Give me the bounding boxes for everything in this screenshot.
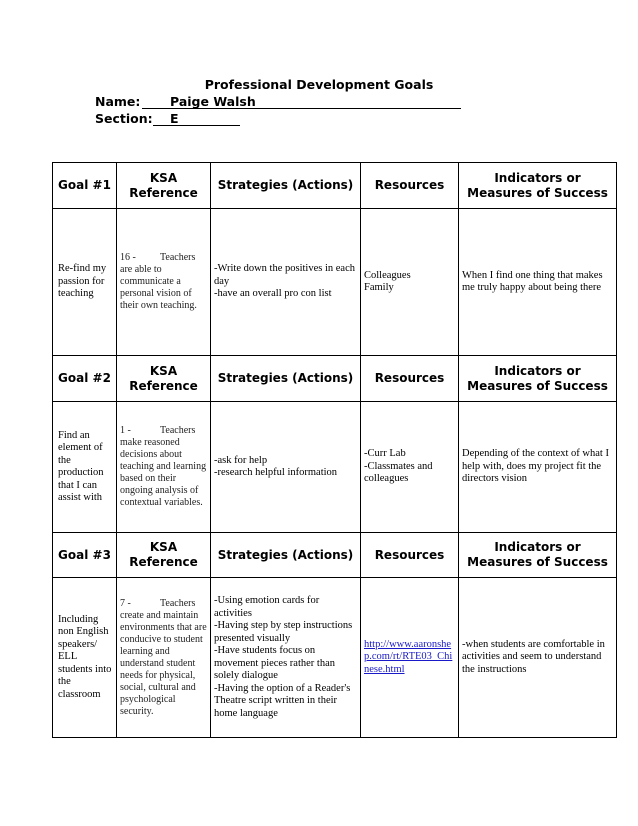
resources-header: Resources (361, 356, 459, 402)
ksa-number: 16 - (120, 252, 136, 263)
ksa-reference (117, 209, 211, 356)
ksa-text: create and maintain environments that are conducive to student learning and understand student needs for physical, social, cultural and psychological security. (120, 609, 207, 717)
ksa-reference (117, 578, 211, 738)
strategies-header: Strategies (Actions) (211, 533, 361, 578)
ksa-reference (117, 402, 211, 533)
name-field (95, 94, 461, 109)
ksa-header: KSA Reference (117, 533, 211, 578)
goals-table (52, 162, 617, 738)
page-title: Professional Development Goals (204, 77, 434, 92)
goal-description: Find an element of the production that I can assist with (53, 402, 117, 533)
section-field (95, 111, 240, 126)
goal-description: Re-find my passion for teaching (53, 209, 117, 356)
strategies-header: Strategies (Actions) (211, 163, 361, 209)
ksa-first-word: Teachers (160, 597, 196, 609)
goal-label: Goal #3 (53, 533, 117, 578)
resources-header: Resources (361, 533, 459, 578)
ksa-text: make reasoned decisions about teaching and learning based on their ongoing analysis of contextual variables. (120, 437, 207, 508)
goal-row (53, 209, 617, 356)
strategies-cell: -Using emotion cards for activities -Having step by step instructions presented visually -Have students focus on movement pieces rather than solely dialogue -Having the option of a Reader's Theatre script written in their home language (211, 578, 361, 738)
resources-cell: -Curr Lab -Classmates and colleagues (361, 402, 459, 533)
ksa-number: 7 - (120, 597, 131, 609)
ksa-number: 1 - (120, 425, 131, 436)
name-value: Paige Walsh (142, 95, 461, 109)
indicators-cell: When I find one thing that makes me truly happy about being there (459, 209, 617, 356)
ksa-text: are able to communicate a personal vision of their own teaching. (120, 264, 197, 311)
goal-label: Goal #2 (53, 356, 117, 402)
goal-row (53, 578, 617, 738)
resource-link[interactable]: http://www.aaronshep.com/rt/RTE03_Chinese.html (364, 638, 453, 675)
ksa-first-word: Teachers (160, 425, 196, 436)
resources-header: Resources (361, 163, 459, 209)
ksa-header: KSA Reference (117, 356, 211, 402)
ksa-first-word: Teachers (160, 252, 196, 263)
goal-row (53, 402, 617, 533)
strategies-cell: -ask for help -research helpful information (211, 402, 361, 533)
indicators-header: Indicators or Measures of Success (459, 163, 617, 209)
indicators-cell: -when students are comfortable in activities and seem to understand the instructions (459, 578, 617, 738)
goal-label: Goal #1 (53, 163, 117, 209)
section-value: E (153, 112, 240, 126)
resources-cell: Colleagues Family (361, 209, 459, 356)
strategies-header: Strategies (Actions) (211, 356, 361, 402)
goal-header-row (53, 356, 617, 402)
section-label: Section: (95, 111, 153, 126)
goal-description: Including non English speakers/ ELL students into the classroom (53, 578, 117, 738)
indicators-cell: Depending of the context of what I help with, does my project fit the directors vision (459, 402, 617, 533)
indicators-header: Indicators or Measures of Success (459, 356, 617, 402)
indicators-header: Indicators or Measures of Success (459, 533, 617, 578)
goal-header-row (53, 163, 617, 209)
resources-cell (361, 578, 459, 738)
goal-header-row (53, 533, 617, 578)
strategies-cell: -Write down the positives in each day -have an overall pro con list (211, 209, 361, 356)
ksa-header: KSA Reference (117, 163, 211, 209)
name-label: Name: (95, 94, 141, 109)
